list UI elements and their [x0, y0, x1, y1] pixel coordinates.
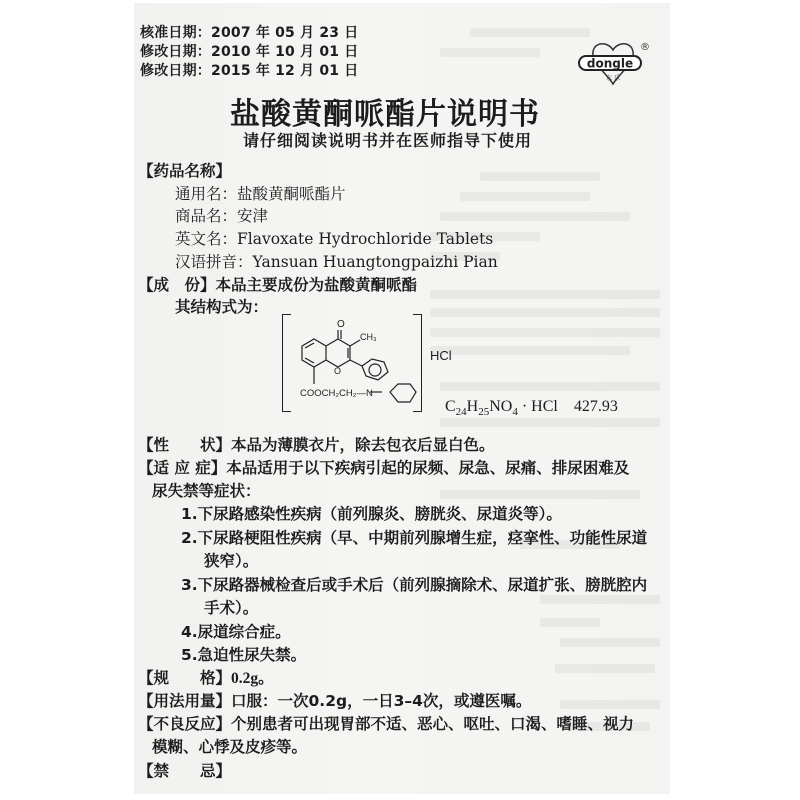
svg-text:CH₃: CH₃: [360, 332, 377, 342]
adverse-reactions-row: 【不良反应】个别患者可出现胃部不适、恶心、呕吐、口渴、嗜睡、视力: [138, 715, 635, 733]
contraindications-heading: 【禁 忌】: [138, 762, 232, 780]
indication-item: 2.下尿路梗阻性疾病（早、中期前列腺增生症，痉挛性、功能性尿道: [181, 529, 648, 547]
indication-item-cont: 狭窄）。: [204, 552, 259, 570]
generic-name-row: 通用名：盐酸黄酮哌酯片: [175, 185, 346, 203]
adverse-reactions-cont: 模糊、心悸及皮疹等。: [152, 738, 308, 756]
indications-row: 【适 应 症】本品适用于以下疾病引起的尿频、尿急、尿痛、排尿困难及: [138, 459, 630, 477]
pinyin-name-row: 汉语拼音：Yansuan Huangtongpaizhi Pian: [175, 253, 498, 271]
svg-text:O: O: [334, 366, 342, 376]
indication-item-cont: 手术）。: [204, 599, 259, 617]
heart-logo-icon: [573, 38, 653, 88]
indication-item: 4.尿道综合症。: [181, 623, 291, 641]
specification-row: 【规 格】0.2g。: [138, 669, 274, 687]
english-name-row: 英文名：Flavoxate Hydrochloride Tablets: [175, 230, 494, 248]
dosage-row: 【用法用量】口服：一次0.2g，一日3–4次，或遵医嘱。: [138, 692, 532, 710]
indication-item: 5.急迫性尿失禁。: [181, 646, 307, 664]
svg-text:东 乐: 东 乐: [606, 75, 620, 82]
dongle-logo: [573, 38, 653, 88]
indication-item: 3.下尿路器械检查后或手术后（前列腺摘除术、尿道扩张、膀胱腔内: [181, 576, 648, 594]
indications-text-cont: 尿失禁等症状：: [152, 482, 261, 500]
molecular-formula: $C_{24}H_{25}NO_4$ · HCl 427.93: [445, 398, 618, 419]
document-subtitle: 请仔细阅读说明书并在医师指导下使用: [243, 131, 533, 150]
revision-date-line: 修改日期：2015 年 12 月 01 日: [140, 63, 359, 79]
structural-formula: [282, 314, 422, 412]
trade-name-row: 商品名：安津: [175, 207, 269, 225]
revision-date-line: 修改日期：2010 年 10 月 01 日: [140, 44, 359, 60]
svg-text:dongle: dongle: [586, 56, 634, 71]
svg-text:COOCH₂CH₂—N: COOCH₂CH₂—N: [300, 388, 373, 399]
approval-date-line: 核准日期：2007 年 05 月 23 日: [140, 25, 359, 41]
molecular-weight: 427.93: [573, 398, 618, 415]
hcl-salt-label: HCl: [430, 348, 452, 363]
chemical-structure-icon: [282, 314, 422, 412]
approval-dates: [140, 24, 359, 81]
drug-name-heading: 【药品名称】: [138, 162, 232, 180]
svg-text:®: ®: [640, 42, 650, 53]
svg-text:O: O: [337, 319, 345, 330]
composition-row: 【成 份】本品主要成份为盐酸黄酮哌酯: [138, 276, 418, 294]
structure-label: 其结构式为：: [175, 298, 269, 316]
description-row: 【性 状】本品为薄膜衣片，除去包衣后显白色。: [138, 436, 495, 454]
indication-item: 1.下尿路感染性疾病（前列腺炎、膀胱炎、尿道炎等）。: [181, 505, 562, 523]
document-title: 盐酸黄酮哌酯片说明书: [230, 97, 540, 132]
